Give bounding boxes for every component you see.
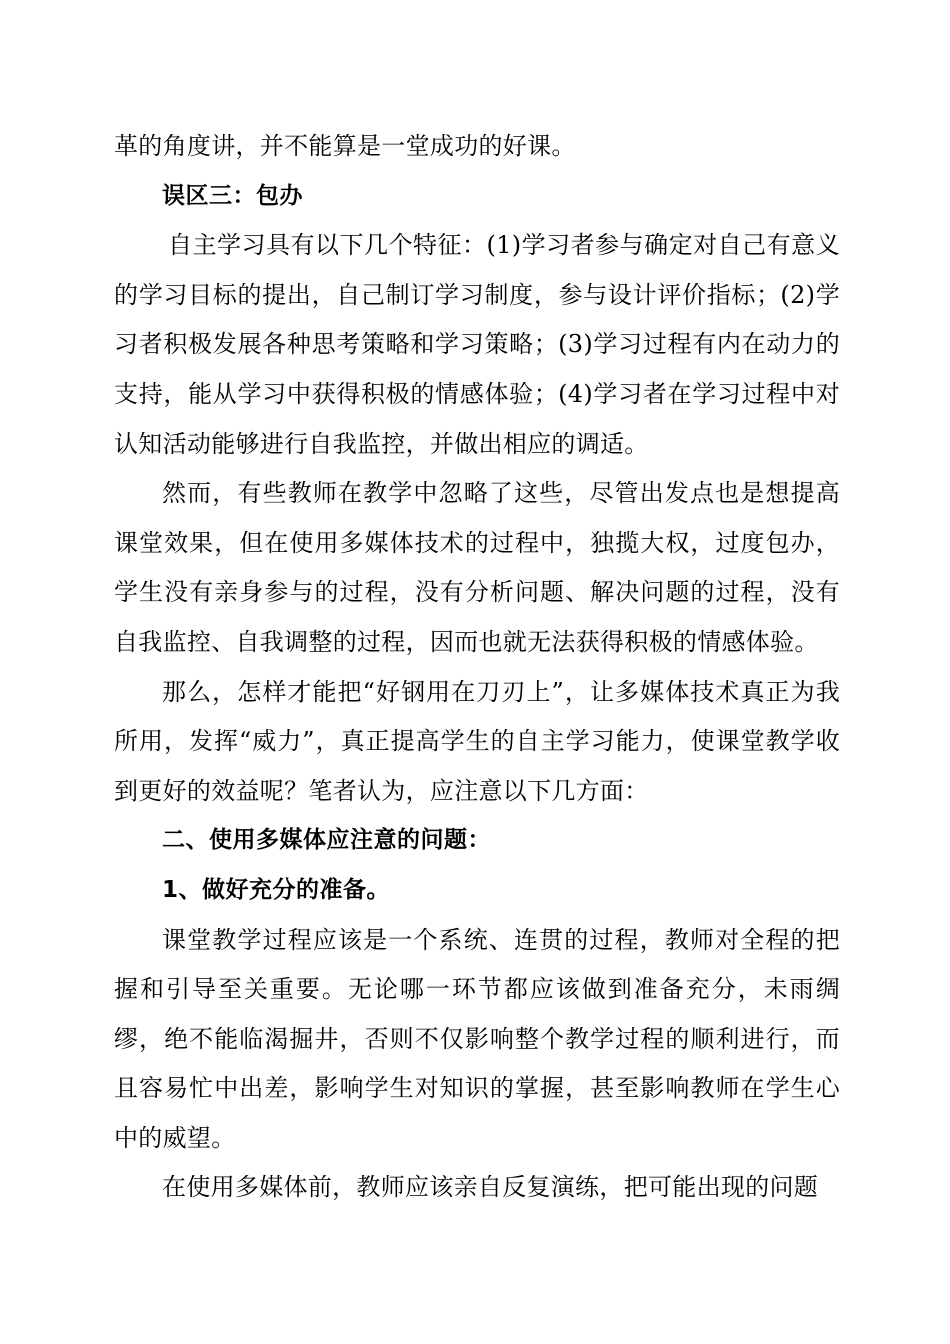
paragraph-before-multimedia: 在使用多媒体前，教师应该亲自反复演练，把可能出现的问题 [162, 1173, 819, 1202]
paragraph-1: 革的角度讲，并不能算是一堂成功的好课。 [114, 132, 576, 160]
heading-item-one: 1、做好充分的准备。 [162, 876, 391, 903]
heading-section-two: 二、使用多媒体应注意的问题： [162, 827, 491, 854]
paragraph-teachers-overlook: 然而，有些教师在教学中忽略了这些，尽管出发点也是想提高课堂效果，但在使用多媒体技术的过程中，独揽大权，过度包办，学生没有亲身参与的过程，没有分析问题、解决问题的过程，没有自我监控、自我调整的过程，因而也就无法获得积极的情感体验。 [114, 479, 840, 656]
heading-misconception-three: 误区三：包办 [162, 182, 303, 209]
paragraph-how-to-use-well: 那么，怎样才能把“好钢用在刀刃上”，让多媒体技术真正为我所用，发挥“威力”，真正提高学生的自主学习能力，使课堂教学收到更好的效益呢？笔者认为，应注意以下几方面： [114, 677, 840, 805]
document-page [114, 122, 840, 1213]
paragraph-self-learning-features: 自主学习具有以下几个特征：(1)学习者参与确定对自己有意义的学习目标的提出，自己制订学习制度，参与设计评价指标；(2)学习者积极发展各种思考策略和学习策略；(3)学习过程有内在动力的支持，能从学习中获得积极的情感体验；(4)学习者在学习过程中对认知活动能够进行自我监控，并做出相应的调适。 [114, 231, 840, 458]
paragraph-teaching-process: 课堂教学过程应该是一个系统、连贯的过程，教师对全程的把握和引导至关重要。无论哪一环节都应该做到准备充分，未雨绸缪，绝不能临渴掘井，否则不仅影响整个教学过程的顺利进行，而且容易忙中出差，影响学生对知识的掌握，甚至影响教师在学生心中的威望。 [114, 925, 840, 1152]
